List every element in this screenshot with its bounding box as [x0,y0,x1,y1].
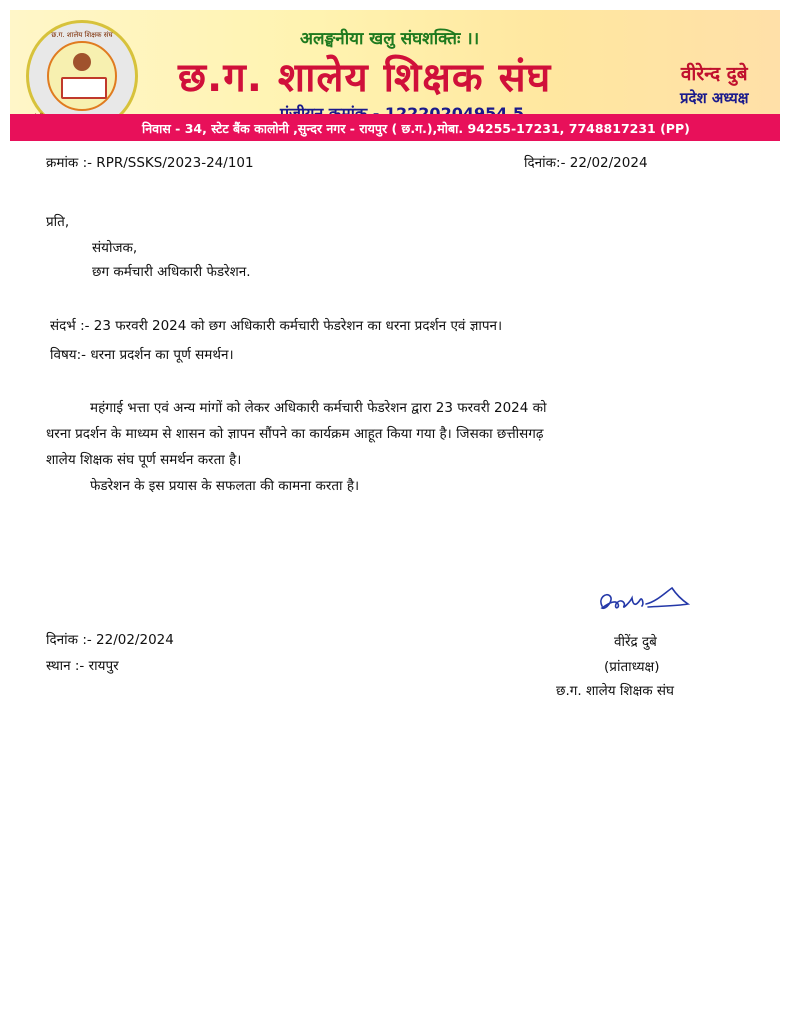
letter-body [46,395,736,499]
recipient-organization: छग कर्मचारी अधिकारी फेडरेशन. [92,264,251,280]
signatory-title: (प्रांताध्यक्ष) [604,659,660,675]
logo-emblem [47,41,117,111]
letter-date: दिनांक:- 22/02/2024 [524,155,648,171]
addressee-salutation: प्रति, [46,214,70,230]
president-block [680,60,748,108]
portrait-icon [73,53,91,71]
signatory-name: वीरेंद्र दुबे [614,634,657,650]
address-bar [10,114,780,141]
reference-number: क्रमांक :- RPR/SSKS/2023-24/101 [46,155,254,171]
logo-ring-text: छ.ग. शालेय शिक्षक संघ [51,31,113,39]
body-line: शालेय शिक्षक संघ पूर्ण समर्थन करता है। [46,452,242,468]
president-name: वीरेन्द दुबे [680,63,748,85]
signature [596,580,692,616]
signing-place: स्थान :- रायपुर [46,658,119,674]
reference-line: संदर्भ :- 23 फरवरी 2024 को छग अधिकारी कर्मचारी फेडरेशन का धरना प्रदर्शन एवं ज्ञापन। [50,318,503,334]
president-title: प्रदेश अध्यक्ष [680,89,749,107]
organization-name: छ.ग. शालेय शिक्षक संघ [178,55,552,101]
body-line: धरना प्रदर्शन के माध्यम से शासन को ज्ञापन सौंपने का कार्यक्रम आहूत किया गया है। जिसका छत्तीसगढ़ [46,426,544,442]
subject-line: विषय:- धरना प्रदर्शन का पूर्ण समर्थन। [50,347,234,363]
body-line: महंगाई भत्ता एवं अन्य मांगों को लेकर अधिकारी कर्मचारी फेडरेशन द्वारा 23 फरवरी 2024 को [90,400,547,416]
signing-date: दिनांक :- 22/02/2024 [46,632,174,648]
body-line: फेडरेशन के इस प्रयास के सफलता की कामना करता है। [90,478,360,494]
book-icon [61,77,107,99]
recipient-title: संयोजक, [92,240,138,256]
address-text: निवास - 34, स्टेट बैंक कालोनी ,सुन्दर नगर - रायपुर ( छ.ग.),मोबा. 94255-17231, 7748817231 (PP) [142,121,690,136]
motto: अलङ्घनीया खलु संघशक्तिः ।। [300,29,480,49]
signatory-organization: छ.ग. शालेय शिक्षक संघ [556,683,675,699]
